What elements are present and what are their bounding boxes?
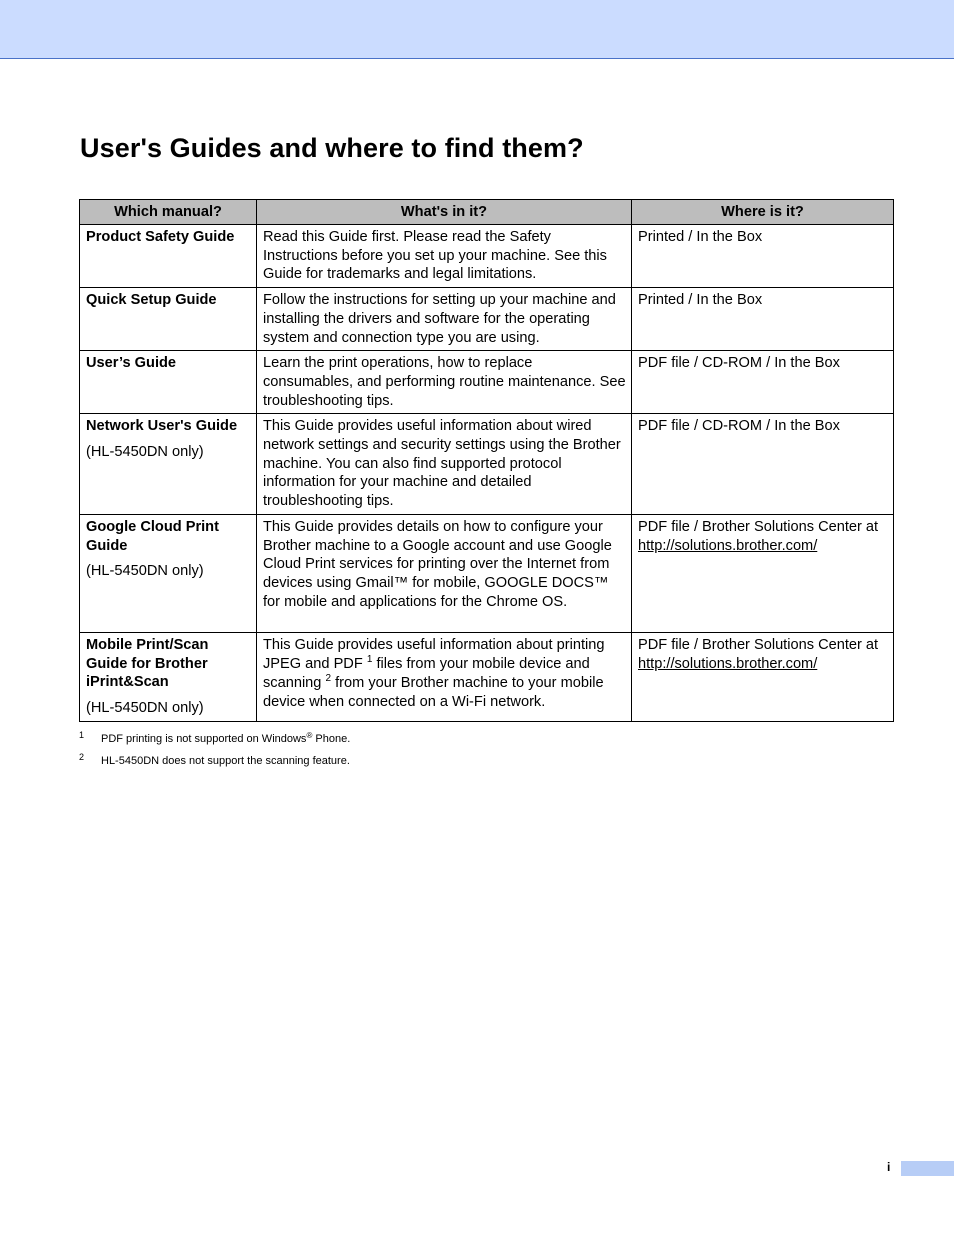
manual-cell bbox=[80, 514, 257, 632]
location-cell: PDF file / CD-ROM / In the Box bbox=[632, 351, 894, 414]
footnote-ref: 1 bbox=[366, 653, 373, 665]
manual-cell bbox=[80, 351, 257, 414]
table-header-row bbox=[80, 200, 894, 225]
footnote-number: 2 bbox=[79, 752, 85, 762]
page-title: User's Guides and where to find them? bbox=[80, 133, 584, 163]
location-cell bbox=[632, 514, 894, 632]
model-note: (HL-5450DN only) bbox=[86, 699, 204, 716]
manual-name: Quick Setup Guide bbox=[86, 292, 217, 309]
manual-name: Mobile Print/Scan Guide for Brother iPrint&Scan bbox=[86, 636, 209, 691]
manual-cell bbox=[80, 632, 257, 721]
location-cell bbox=[632, 632, 894, 721]
table-row bbox=[80, 351, 894, 414]
registered-mark: ® bbox=[306, 731, 313, 740]
footnote-text: HL-5450DN does not support the scanning feature. bbox=[101, 755, 350, 767]
model-note: (HL-5450DN only) bbox=[86, 563, 204, 580]
contents-cell: This Guide provides useful information about wired network settings and security settings using the Brother machine. You can also find supported protocol information for your machine and detailed troubleshooting tips. bbox=[257, 414, 632, 515]
manual-name: Google Cloud Print Guide bbox=[86, 518, 219, 554]
footnote-number: 1 bbox=[79, 730, 85, 740]
column-header-location: Where is it? bbox=[632, 200, 894, 225]
page-number: i bbox=[887, 1160, 891, 1174]
table-row bbox=[80, 514, 894, 632]
table-row bbox=[80, 225, 894, 288]
footnote-ref: 2 bbox=[325, 672, 332, 684]
footnote-text-part: PDF printing is not supported on Windows bbox=[101, 733, 307, 745]
location-cell: Printed / In the Box bbox=[632, 225, 894, 288]
column-header-contents: What's in it? bbox=[257, 200, 632, 225]
manual-name: User’s Guide bbox=[86, 355, 177, 372]
solutions-center-link[interactable]: http://solutions.brother.com/ bbox=[638, 537, 818, 554]
contents-text: This Guide provides useful information about printing JPEG and PDF bbox=[263, 636, 605, 672]
header-band bbox=[0, 0, 954, 59]
contents-cell: Learn the print operations, how to replace consumables, and performing routine maintenance. See troubleshooting tips. bbox=[257, 351, 632, 414]
location-text: PDF file / Brother Solutions Center at bbox=[638, 636, 879, 653]
manual-name: Product Safety Guide bbox=[86, 229, 235, 245]
manual-cell bbox=[80, 225, 257, 288]
footnote-text-part: Phone. bbox=[312, 733, 351, 745]
contents-text: files from your mobile device and scanning bbox=[263, 655, 590, 691]
location-cell: PDF file / CD-ROM / In the Box bbox=[632, 414, 894, 515]
contents-cell: Follow the instructions for setting up your machine and installing the drivers and software for the operating system and connection type you are using. bbox=[257, 288, 632, 351]
solutions-center-link[interactable]: http://solutions.brother.com/ bbox=[638, 655, 818, 672]
footnote-text bbox=[101, 733, 350, 746]
table-row bbox=[80, 288, 894, 351]
location-cell: Printed / In the Box bbox=[632, 288, 894, 351]
manual-name: Network User's Guide bbox=[86, 418, 238, 435]
guides-table bbox=[79, 199, 894, 722]
contents-text: from your Brother machine to your mobile device when connected on a Wi-Fi network. bbox=[263, 674, 604, 710]
contents-cell bbox=[257, 632, 632, 721]
model-note: (HL-5450DN only) bbox=[86, 444, 204, 461]
page-tab-marker bbox=[901, 1161, 954, 1176]
contents-cell: This Guide provides details on how to configure your Brother machine to a Google account and use Google Cloud Print services for printing over the Internet from devices using Gmail™ for mobile, GOOGLE DOCS™ for mobile and applications for the Chrome OS. bbox=[257, 514, 632, 632]
manual-cell bbox=[80, 288, 257, 351]
location-text: PDF file / Brother Solutions Center at bbox=[638, 518, 879, 535]
table-row bbox=[80, 632, 894, 721]
contents-cell: Read this Guide first. Please read the Safety Instructions before you set up your machine. See this Guide for trademarks and legal limitations. bbox=[257, 225, 632, 288]
table-row bbox=[80, 414, 894, 515]
column-header-manual: Which manual? bbox=[80, 200, 257, 225]
manual-cell bbox=[80, 414, 257, 515]
